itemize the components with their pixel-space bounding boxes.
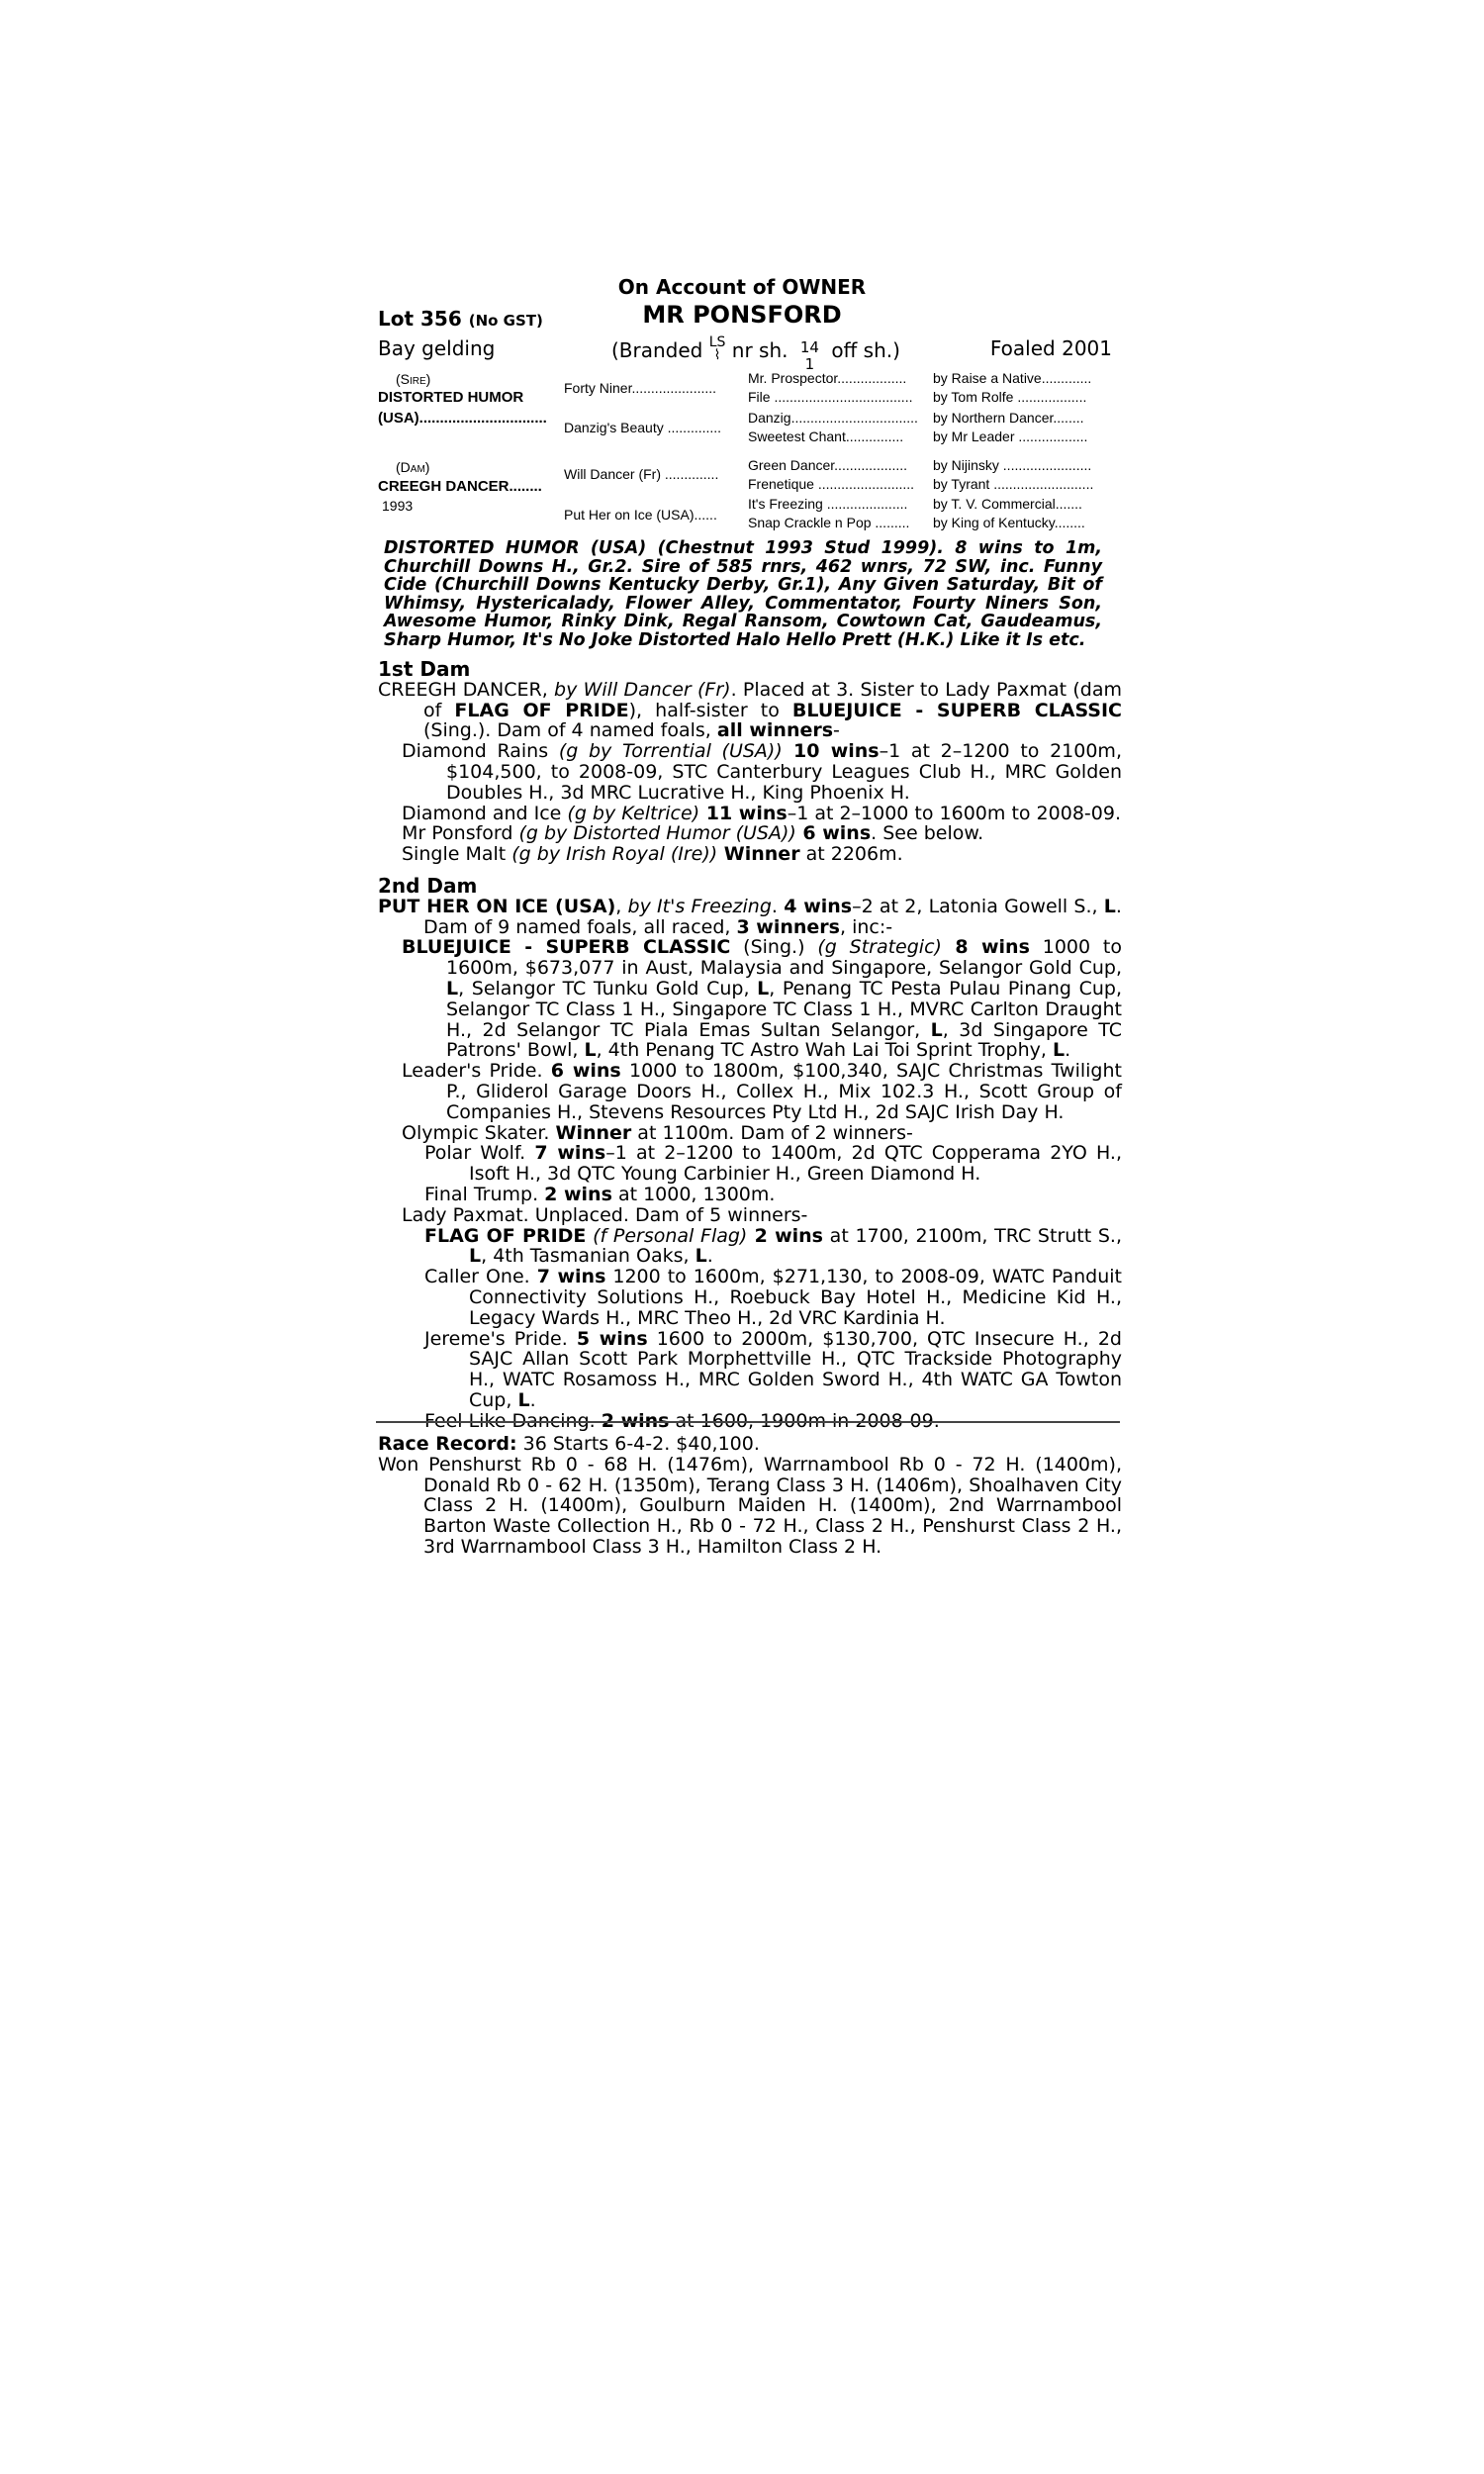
pedigree-cell: Mr. Prospector.................. bbox=[748, 370, 907, 386]
pedigree-cell: Snap Crackle n Pop ......... bbox=[748, 515, 910, 530]
sire-summary: DISTORTED HUMOR (USA) (Chestnut 1993 Stud 1999). 8 wins to 1m, Churchill Downs H., Gr.2. Sire of 585 rnrs, 462 wnrs, 72 SW, inc. Funny Cide (Churchill Downs Kentucky Derby, Gr.1), Any Given Saturday, Bit of Whimsy, Hystericalady, Flower Alley, Commentator, Fourty Niners Son, Awesome Humor, Rinky Dink, Regal Ransom, Cowtown Cat, Gaudeamus, Sharp Humor, It's No Joke Distorted Halo Hello Prett (H.K.) Like it Is etc. bbox=[384, 538, 1102, 650]
foal-entry: Diamond Rains (g by Torrential (USA)) 10 wins–1 at 2–1200 to 2100m, $104,500, to 2008-09, STC Canterbury Leagues Club H., MRC Golden Doubles H., 3d MRC Lucrative H., King Phoenix H. bbox=[402, 740, 1122, 804]
foal-entry: Lady Paxmat. Unplaced. Dam of 5 winners- bbox=[402, 1203, 808, 1226]
sire-country: (USA)............................... bbox=[378, 410, 547, 427]
section-heading: 2nd Dam bbox=[378, 874, 478, 898]
horse-details-row bbox=[378, 327, 1112, 373]
pedigree-cell: by Raise a Native............. bbox=[933, 370, 1092, 386]
brand-number: 14 1 bbox=[799, 338, 819, 373]
foal-entry: BLUEJUICE - SUPERB CLASSIC (Sing.) (g Strategic) 8 wins 1000 to 1600m, $673,077 in Aust, Malaysia and Singapore, Selangor Gold Cup, L, Selangor TC Tunku Gold Cup, L, Penang TC Pesta Pulau Pinang Cup, Selangor TC Class 1 H., Singapore TC Class 1 H., MVRC Carlton Draught H., 2d Selangor TC Piala Emas Sultan Selangor, L, 3d Singapore TC Patrons' Bowl, L, 4th Penang TC Astro Wah Lai Toi Sprint Trophy, L. bbox=[402, 936, 1123, 1062]
dam-year: 1993 bbox=[382, 498, 414, 514]
pedigree-cell: by Tom Rolfe .................. bbox=[933, 389, 1087, 405]
pedigree-cell: It's Freezing ..................... bbox=[748, 496, 908, 512]
dam-tag: (Dam) bbox=[396, 459, 430, 475]
race-record-section bbox=[378, 1434, 1122, 1558]
foaled-year: Foaled 2001 bbox=[989, 336, 1112, 360]
foal-entry: Olympic Skater. Winner at 1100m. Dam of 2 winners- bbox=[402, 1121, 913, 1144]
pedigree-cell: by Tyrant .......................... bbox=[933, 476, 1094, 492]
race-record-summary: Race Record: 36 Starts 6-4-2. $40,100. bbox=[378, 1433, 760, 1455]
grand-foal-entry: Final Trump. 2 wins at 1000, 1300m. bbox=[424, 1183, 776, 1205]
sire-name: DISTORTED HUMOR bbox=[378, 389, 524, 406]
grand-foal-entry: Jereme's Pride. 5 wins 1600 to 2000m, $130,700, QTC Insecure H., 2d SAJC Allan Scott Park Morphettville H., QTC Trackside Photography H., WATC Rosamoss H., MRC Golden Sword H., 4th WATC GA Towton Cup, L. bbox=[424, 1327, 1122, 1411]
pedigree-cell: Frenetique ......................... bbox=[748, 476, 915, 492]
owner-line: On Account of OWNER bbox=[617, 275, 867, 299]
brand-mark: LS ⌇ bbox=[708, 334, 726, 363]
sire-tag: (Sire) bbox=[396, 371, 431, 387]
pedigree-cell: by Nijinsky ....................... bbox=[933, 457, 1092, 473]
brand-mid: nr sh. bbox=[731, 338, 788, 362]
pedigree-cell: by King of Kentucky........ bbox=[933, 515, 1085, 530]
grand-foal-entry: Feel Like Dancing. 2 wins at 1600, 1900m in 2008-09. bbox=[424, 1409, 940, 1432]
second-dam-section bbox=[378, 876, 1122, 1432]
pedigree-cell: Sweetest Chant............... bbox=[748, 428, 904, 444]
dam-sire: Will Dancer (Fr) .............. bbox=[564, 466, 719, 482]
sire-dam: Danzig's Beauty .............. bbox=[564, 420, 722, 435]
race-record-details: Won Penshurst Rb 0 - 68 H. (1476m), Warrnambool Rb 0 - 72 H. (1400m), Donald Rb 0 - 62 H. (1350m), Terang Class 3 H. (1406m), Shoalhaven City Class 2 H. (1400m), Goulburn Maiden H. (1400m), 2nd Warrnambool Barton Waste Collection H., Rb 0 - 72 H., Class 2 H., Penshurst Class 2 H., 3rd Warrnambool Class 3 H., Hamilton Class 2 H. bbox=[378, 1453, 1122, 1558]
horse-name: MR PONSFORD bbox=[642, 301, 842, 329]
grand-foal-entry: Caller One. 7 wins 1200 to 1600m, $271,130, to 2008-09, WATC Panduit Connectivity Solutions H., Roebuck Bay Hotel H., Medicine Kid H., Legacy Wards H., MRC Theo H., 2d VRC Kardinia H. bbox=[424, 1266, 1122, 1329]
gst-note: (No GST) bbox=[468, 312, 543, 330]
dam-dam: Put Her on Ice (USA)...... bbox=[564, 507, 717, 523]
sire-sire: Forty Niner...................... bbox=[564, 380, 717, 396]
foal-entry: Mr Ponsford (g by Distorted Humor (USA)) 6 wins. See below. bbox=[402, 822, 984, 845]
grand-foal-entry: FLAG OF PRIDE (f Personal Flag) 2 wins at 1700, 2100m, TRC Strutt S., L, 4th Tasmanian Oaks, L. bbox=[424, 1224, 1123, 1268]
section-heading: 1st Dam bbox=[378, 657, 471, 681]
foal-entry: Leader's Pride. 6 wins 1000 to 1800m, $100,340, SAJC Christmas Twilight P., Gliderol Garage Doors H., Collex H., Mix 102.3 H., Scott Group of Companies H., Stevens Resources Pty Ltd H., 2d SAJC Irish Day H. bbox=[402, 1060, 1122, 1123]
pedigree-cell: by Mr Leader .................. bbox=[933, 428, 1088, 444]
grand-foal-entry: Polar Wolf. 7 wins–1 at 2–1200 to 1400m, 2d QTC Copperama 2YO H., Isoft H., 3d QTC Young Carbinier H., Green Diamond H. bbox=[424, 1142, 1122, 1186]
section-divider bbox=[376, 1421, 1120, 1423]
dam-name: CREEGH DANCER........ bbox=[378, 478, 542, 495]
pedigree-cell: Danzig................................. bbox=[748, 410, 918, 426]
dam-paragraph: CREEGH DANCER, by Will Dancer (Fr). Placed at 3. Sister to Lady Paxmat (dam of FLAG OF PRIDE), half-sister to BLUEJUICE - SUPERB CLASSIC (Sing.). Dam of 4 named foals, all winners- bbox=[378, 678, 1123, 742]
horse-sex: Bay gelding bbox=[378, 336, 496, 360]
pedigree-cell: by Northern Dancer........ bbox=[933, 410, 1084, 426]
pedigree-cell: by T. V. Commercial....... bbox=[933, 496, 1082, 512]
pedigree-table bbox=[376, 368, 1108, 536]
foal-entry: Single Malt (g by Irish Royal (Ire)) Winner at 2206m. bbox=[402, 843, 903, 866]
brand-close: off sh.) bbox=[831, 338, 900, 362]
brand-open: (Branded bbox=[611, 338, 703, 362]
dam-paragraph: PUT HER ON ICE (USA), by It's Freezing. 4 wins–2 at 2, Latonia Gowell S., L. Dam of 9 named foals, all raced, 3 winners, inc:- bbox=[378, 895, 1122, 938]
pedigree-cell: Green Dancer................... bbox=[748, 457, 908, 473]
first-dam-section bbox=[378, 659, 1122, 865]
lot-label: Lot 356 bbox=[378, 307, 462, 331]
pedigree-cell: File .................................... bbox=[748, 389, 913, 405]
foal-entry: Diamond and Ice (g by Keltrice) 11 wins–1 at 2–1000 to 1600m to 2008-09. bbox=[402, 802, 1121, 824]
